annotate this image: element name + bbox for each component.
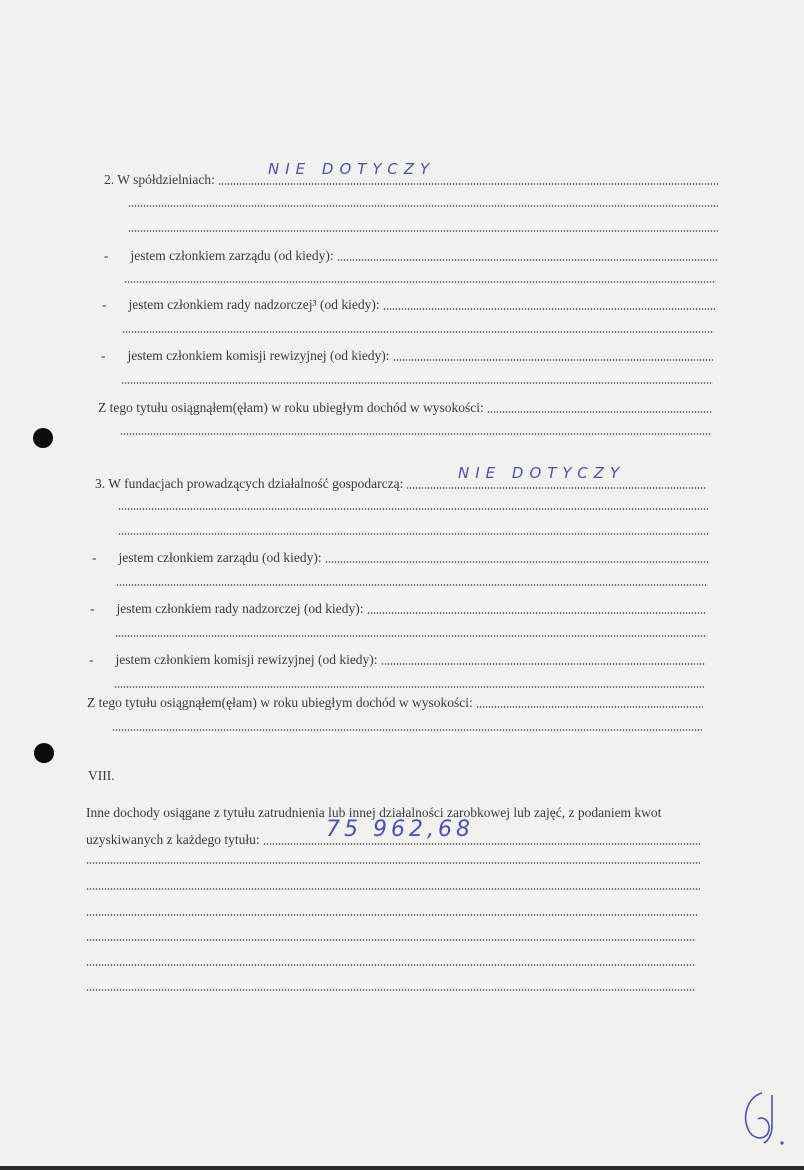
- dotted-line: [122, 331, 714, 333]
- dotted-line: [128, 205, 718, 207]
- section3-income-label: Z tego tytułu osiągnąłem(ęłam) w roku ubiegłym dochód w wysokości:: [87, 695, 473, 710]
- dotted-line: [114, 686, 704, 688]
- dotted-line: [263, 843, 700, 845]
- section3-handwritten-answer: NIE DOTYCZY: [458, 464, 626, 482]
- dotted-line: [383, 308, 716, 310]
- dotted-line: [112, 729, 702, 731]
- section3-audit-field: [89, 652, 705, 668]
- section2-supervisory-field: [102, 297, 716, 313]
- section2-board-label: jestem członkiem zarządu (od kiedy):: [130, 248, 334, 263]
- dotted-line: [381, 663, 705, 665]
- punch-hole: [33, 428, 53, 448]
- scan-bottom-edge: [0, 1166, 804, 1170]
- dotted-line: [325, 561, 708, 563]
- section3-board-label: jestem członkiem zarządu (od kiedy):: [118, 550, 322, 565]
- dotted-line: [124, 281, 716, 283]
- bullet: -: [102, 297, 107, 312]
- dotted-line: [128, 230, 718, 232]
- dotted-line: [121, 382, 713, 384]
- section2-audit-field: [101, 348, 713, 364]
- dotted-line: [487, 411, 712, 413]
- section8-intro-text: Inne dochody osiągane z tytułu zatrudnienia lub innej działalności zarobkowej lub zajęć, z podaniem kwot: [86, 805, 662, 820]
- dotted-line: [367, 612, 706, 614]
- section3-income-field: [87, 695, 703, 711]
- section2-income-label: Z tego tytułu osiągnąłem(ęłam) w roku ubiegłym dochód w wysokości:: [98, 400, 484, 415]
- dotted-line: [86, 989, 696, 991]
- section3-board-field: [92, 550, 708, 566]
- section2-label: 2. W spółdzielniach:: [104, 172, 215, 187]
- section8-line2-label: uzyskiwanych z każdego tytułu:: [86, 832, 260, 847]
- dotted-line: [218, 183, 718, 185]
- dotted-line: [337, 259, 718, 261]
- section2-board-field: [104, 248, 718, 264]
- section3-supervisory-label: jestem członkiem rady nadzorczej (od kiedy):: [116, 601, 364, 616]
- dotted-line: [118, 508, 708, 510]
- dotted-line: [406, 487, 707, 489]
- section8-handwritten-amount: 75 962,68: [326, 817, 474, 842]
- dotted-line: [116, 584, 708, 586]
- bullet: -: [90, 601, 95, 616]
- section3-audit-label: jestem członkiem komisji rewizyjnej (od kiedy):: [115, 652, 378, 667]
- section2-supervisory-label: jestem członkiem rady nadzorczej³ (od kiedy):: [128, 297, 380, 312]
- bullet: -: [92, 550, 97, 565]
- dotted-line: [86, 914, 698, 916]
- punch-hole: [34, 743, 54, 763]
- dotted-line: [120, 433, 712, 435]
- dotted-line: [86, 888, 700, 890]
- dotted-line: [118, 533, 708, 535]
- dotted-line: [476, 706, 703, 708]
- bullet: -: [104, 248, 109, 263]
- section8-heading: [88, 768, 188, 784]
- section2-audit-label: jestem członkiem komisji rewizyjnej (od kiedy):: [127, 348, 390, 363]
- section2-handwritten-answer: NIE DOTYCZY: [268, 160, 436, 178]
- section3-supervisory-field: [90, 601, 706, 617]
- section3-label: 3. W fundacjach prowadzących działalność gospodarczą:: [95, 476, 404, 491]
- bullet: -: [101, 348, 106, 363]
- dotted-line: [393, 359, 713, 361]
- dotted-line: [86, 939, 696, 941]
- dotted-line: [115, 635, 707, 637]
- section8-heading-text: VIII.: [88, 768, 115, 783]
- bullet: -: [89, 652, 94, 667]
- dotted-line: [86, 862, 700, 864]
- section2-income-field: [98, 400, 712, 416]
- handwritten-signature: [738, 1085, 798, 1155]
- dotted-line: [86, 964, 696, 966]
